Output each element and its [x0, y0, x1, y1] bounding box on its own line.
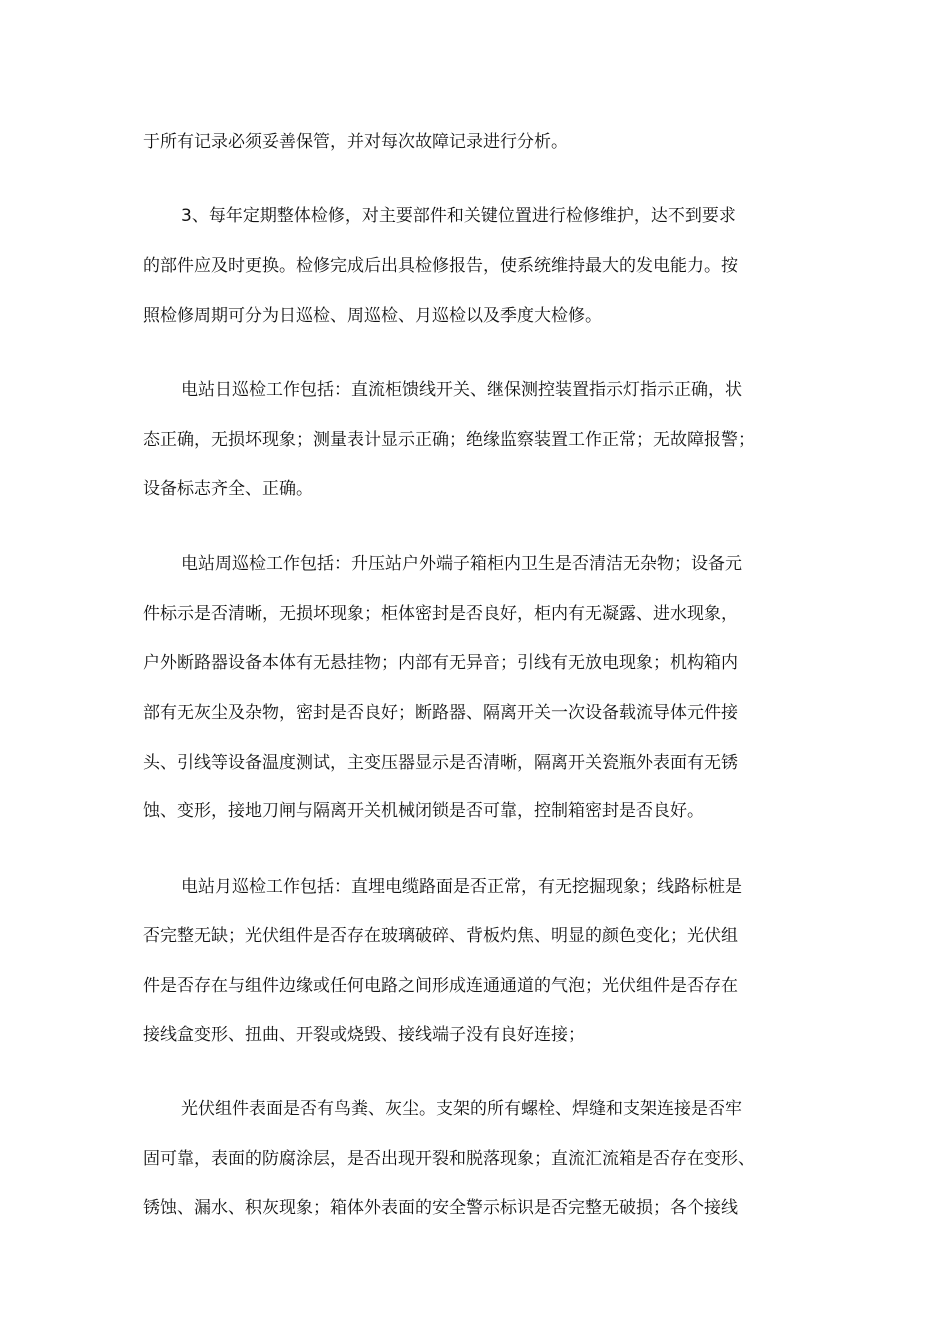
text-line: 接线盒变形、扭曲、开裂或烧毁、接线端子没有良好连接； — [143, 1025, 585, 1045]
text-line: 否完整无缺；光伏组件是否存在玻璃破碎、背板灼焦、明显的颜色变化；光伏组 — [143, 926, 738, 946]
weekly-inspection-line: 电站周巡检工作包括：升压站户外端子箱柜内卫生是否清洁无杂物；设备元 — [181, 554, 742, 574]
text-line: 蚀、变形，接地刀闸与隔离开关机械闭锁是否可靠，控制箱密封是否良好。 — [143, 801, 704, 821]
text-line: 部有无灰尘及杂物，密封是否良好；断路器、隔离开关一次设备载流导体元件接 — [143, 703, 738, 723]
text-line: 于所有记录必须妥善保管，并对每次故障记录进行分析。 — [143, 132, 568, 152]
daily-inspection-line: 电站日巡检工作包括：直流柜馈线开关、继保测控装置指示灯指示正确，状 — [181, 380, 742, 400]
pv-module-line: 光伏组件表面是否有鸟粪、灰尘。支架的所有螺栓、焊缝和支架连接是否牢 — [181, 1099, 742, 1119]
text-line: 态正确，无损坏现象；测量表计显示正确；绝缘监察装置工作正常；无故障报警； — [143, 430, 755, 450]
text-line: 照检修周期可分为日巡检、周巡检、月巡检以及季度大检修。 — [143, 306, 602, 326]
monthly-inspection-line: 电站月巡检工作包括：直埋电缆路面是否正常，有无挖掘现象；线路标桩是 — [181, 877, 742, 897]
text-line: 固可靠，表面的防腐涂层，是否出现开裂和脱落现象；直流汇流箱是否存在变形、 — [143, 1149, 755, 1169]
text-line: 件标示是否清晰，无损坏现象；柜体密封是否良好，柜内有无凝露、进水现象， — [143, 604, 738, 624]
paragraph-3-line: 3、每年定期整体检修，对主要部件和关键位置进行检修维护，达不到要求 — [181, 206, 736, 226]
text-line: 户外断路器设备本体有无悬挂物；内部有无异音；引线有无放电现象；机构箱内 — [143, 653, 738, 673]
text-line: 件是否存在与组件边缘或任何电路之间形成连通通道的气泡；光伏组件是否存在 — [143, 976, 738, 996]
text-line: 的部件应及时更换。检修完成后出具检修报告，使系统维持最大的发电能力。按 — [143, 256, 738, 276]
text-line: 锈蚀、漏水、积灰现象；箱体外表面的安全警示标识是否完整无破损；各个接线 — [143, 1198, 738, 1218]
text-line: 设备标志齐全、正确。 — [143, 479, 313, 499]
text-line: 头、引线等设备温度测试，主变压器显示是否清晰，隔离开关瓷瓶外表面有无锈 — [143, 753, 738, 773]
